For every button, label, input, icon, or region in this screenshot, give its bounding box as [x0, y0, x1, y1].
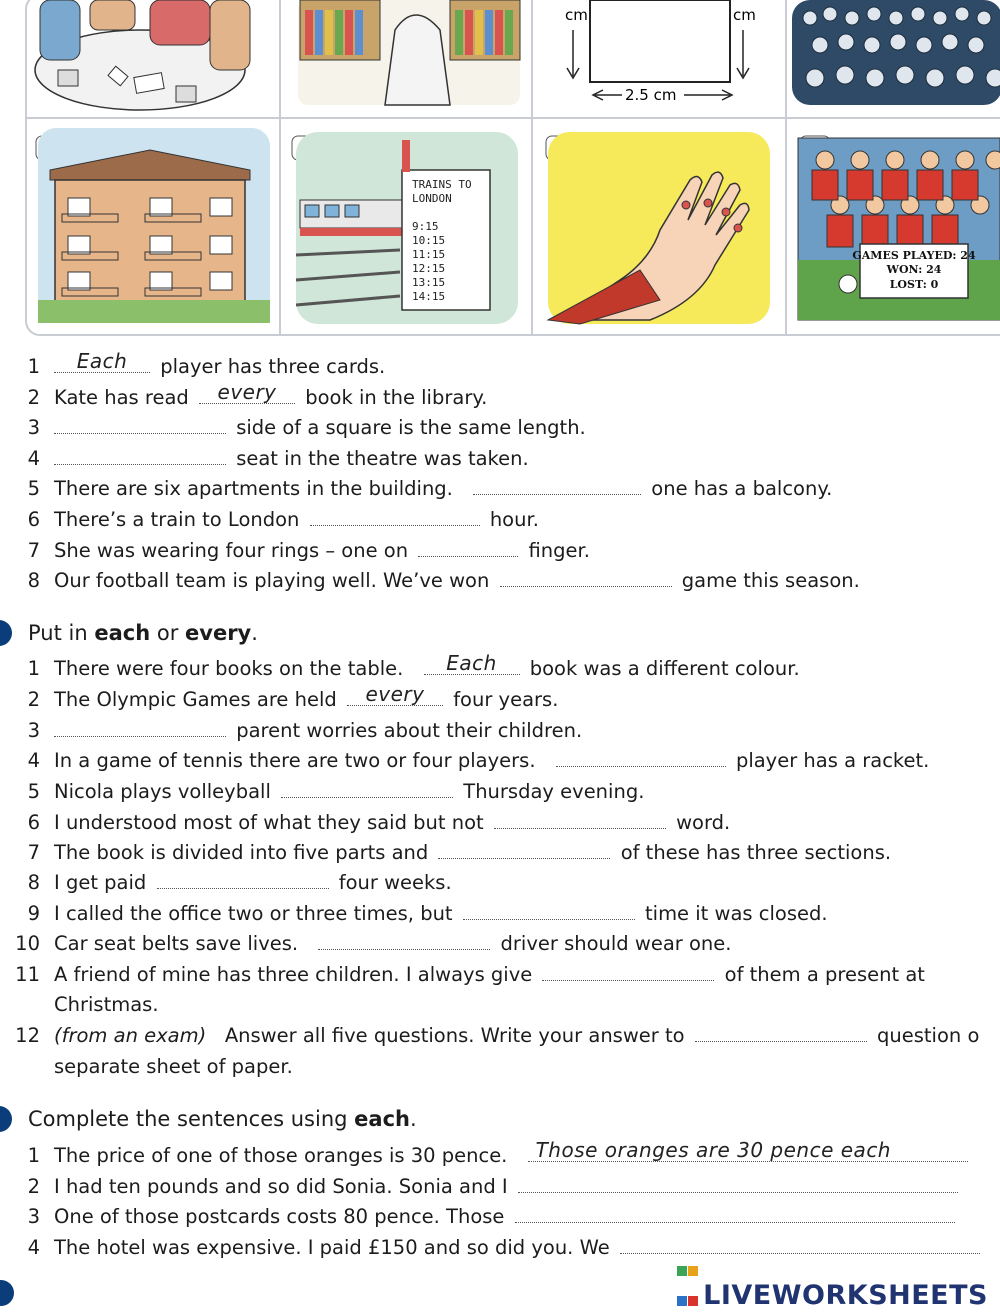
answer-text: every [217, 380, 277, 404]
answer-blank[interactable] [347, 682, 443, 706]
heading-bullet [0, 1106, 12, 1132]
item-number: 11 [15, 963, 40, 986]
sentence-text: I called the office two or three times, but [54, 902, 453, 925]
heading-text: Put in [28, 621, 88, 645]
answer-blank[interactable] [438, 840, 610, 859]
item-number: 1 [27, 1144, 40, 1167]
card-players-picture [35, 0, 266, 110]
football-team-picture [798, 138, 1000, 320]
timetable-time: 13:15 [412, 276, 446, 289]
sentence-text: hour. [489, 508, 539, 531]
answer-text: Each [76, 349, 128, 373]
answer-blank[interactable] [695, 1023, 867, 1042]
scoreboard-games-played: GAMES PLAYED: 24 [852, 249, 976, 262]
scoreboard-won: WON: 24 [886, 263, 942, 276]
sentence-text: Kate has read [54, 386, 189, 409]
item-number: 3 [27, 1205, 40, 1228]
item-number: 4 [27, 1236, 40, 1259]
answer-blank[interactable] [199, 380, 295, 404]
sentence-text: The book is divided into five parts and [54, 841, 429, 864]
timetable-title-1: TRAINS TO [412, 178, 472, 191]
logo-grid-icon [677, 1254, 699, 1276]
sentence-text: A friend of mine has three children. I always give [54, 963, 533, 986]
train-timetable-picture [296, 132, 518, 324]
timetable-time: 9:15 [412, 220, 439, 233]
sentence-text: four weeks. [338, 871, 452, 894]
sentence-text: I understood most of what they said but not [54, 811, 484, 834]
item-number: 7 [27, 539, 40, 562]
item-number: 2 [27, 688, 40, 711]
answer-blank[interactable] [54, 415, 226, 434]
answer-blank[interactable] [424, 651, 520, 675]
sentence-text: word. [676, 811, 731, 834]
answer-blank[interactable] [418, 538, 518, 557]
heading-text: . [409, 1107, 417, 1131]
sentence-text: seat in the theatre was taken. [236, 447, 529, 470]
sentence-text: question o [877, 1024, 980, 1047]
sentence-text: I had ten pounds and so did Sonia. Sonia and I [54, 1175, 508, 1198]
item-number: 3 [27, 416, 40, 439]
answer-blank[interactable] [318, 931, 490, 950]
sentence-text: time it was closed. [645, 902, 828, 925]
sentence-text: Car seat belts save lives. [54, 932, 299, 955]
answer-blank[interactable] [518, 1174, 958, 1193]
logo-text: LIVEWORKSHEETS [703, 1280, 988, 1311]
sentence-text: In a game of tennis there are two or four players. [54, 749, 536, 772]
square-label-left: cm [565, 6, 588, 24]
sentence-text: There’s a train to London [54, 508, 300, 531]
theatre-audience-picture [792, 0, 1000, 105]
answer-blank[interactable] [620, 1235, 980, 1254]
sentence-text: of these has three sections. [620, 841, 892, 864]
illustration-panel [0, 0, 1000, 340]
item-number: 4 [27, 749, 40, 772]
sentence-text: The price of one of those oranges is 30 pence. [54, 1144, 508, 1167]
item-number: 1 [27, 355, 40, 378]
sentence-text: side of a square is the same length. [236, 416, 586, 439]
timetable-title-2: LONDON [412, 192, 452, 205]
answer-text: every [365, 682, 425, 706]
answer-blank[interactable] [556, 748, 726, 767]
scoreboard-lost: LOST: 0 [889, 278, 939, 291]
sentence-text: game this season. [681, 569, 860, 592]
item-number: 6 [27, 508, 40, 531]
sentence-text: There were four books on the table. [54, 657, 404, 680]
sentence-text: I get paid [54, 871, 147, 894]
item-number: 1 [27, 657, 40, 680]
sentence-text: player has three cards. [160, 355, 386, 378]
heading-text: or [156, 621, 179, 645]
sentence-text: separate sheet of paper. [54, 1055, 293, 1078]
heading-text: Complete the sentences using [28, 1107, 348, 1131]
sentence-text: There are six apartments in the building. [54, 477, 453, 500]
sentence-text: one has a balcony. [651, 477, 833, 500]
heading-keyword: each [94, 621, 151, 645]
answer-blank[interactable] [310, 507, 480, 526]
sentence-text: four years. [453, 688, 559, 711]
sentence-text: book was a different colour. [529, 657, 800, 680]
heading-keyword: each [354, 1107, 410, 1131]
item-number: 12 [15, 1024, 40, 1047]
item-number: 5 [27, 477, 40, 500]
item-number: 6 [27, 811, 40, 834]
answer-blank[interactable] [281, 779, 453, 798]
item-number: 7 [27, 841, 40, 864]
sentence-text: Nicola plays volleyball [54, 780, 271, 803]
sentence-text: driver should wear one. [500, 932, 732, 955]
item-number: 2 [27, 1175, 40, 1198]
item-number: 5 [27, 780, 40, 803]
sentence-text: finger. [528, 539, 590, 562]
item-number: 8 [27, 871, 40, 894]
sentence-text: parent worries about their children. [236, 719, 583, 742]
exam-note: (from an exam) [54, 1024, 207, 1047]
sentence-text: book in the library. [305, 386, 488, 409]
answer-blank[interactable] [500, 568, 672, 587]
heading-keyword: every [185, 621, 252, 645]
timetable-time: 12:15 [412, 262, 446, 275]
timetable-time: 11:15 [412, 248, 446, 261]
item-number: 2 [27, 386, 40, 409]
answer-blank[interactable] [542, 962, 714, 981]
answer-blank[interactable] [515, 1204, 955, 1223]
heading-bullet [0, 1280, 14, 1306]
liveworksheets-logo[interactable] [677, 1254, 988, 1311]
answer-blank[interactable] [54, 349, 150, 373]
heading-text: . [251, 621, 258, 645]
answer-text: Each [446, 651, 497, 675]
sentence-text: The hotel was expensive. I paid £150 and so did you. We [54, 1236, 610, 1259]
answer-blank[interactable] [54, 446, 226, 465]
sentence-text: Christmas. [54, 993, 159, 1016]
answer-text: Those oranges are 30 pence each [535, 1138, 891, 1162]
square-label-bottom: 2.5 cm [625, 86, 677, 104]
apartment-building-picture [38, 128, 270, 323]
sentence-text: player has a racket. [735, 749, 930, 772]
timetable-time: 14:15 [412, 290, 446, 303]
heading-bullet [0, 620, 12, 646]
sentence-text: Answer all five questions. Write your answer to [224, 1024, 685, 1047]
timetable-time: 10:15 [412, 234, 446, 247]
answer-blank[interactable] [528, 1138, 968, 1162]
item-number: 8 [27, 569, 40, 592]
answer-blank[interactable] [463, 901, 635, 920]
sentence-text: She was wearing four rings – one on [54, 539, 409, 562]
sentence-text: One of those postcards costs 80 pence. Those [54, 1205, 505, 1228]
item-number: 9 [27, 902, 40, 925]
sentence-text: The Olympic Games are held [54, 688, 337, 711]
sentence-text: Our football team is playing well. We’ve won [54, 569, 490, 592]
sentence-text: of them a present at [724, 963, 925, 986]
hand-with-rings-picture [548, 132, 770, 324]
answer-blank[interactable] [157, 870, 329, 889]
sentence-text: Thursday evening. [463, 780, 645, 803]
answer-blank[interactable] [54, 718, 226, 737]
item-number: 3 [27, 719, 40, 742]
answer-blank[interactable] [494, 810, 666, 829]
square-label-right: cm [733, 6, 756, 24]
item-number: 10 [15, 932, 40, 955]
item-number: 4 [27, 447, 40, 470]
answer-blank[interactable] [473, 476, 641, 495]
library-picture [298, 0, 520, 105]
